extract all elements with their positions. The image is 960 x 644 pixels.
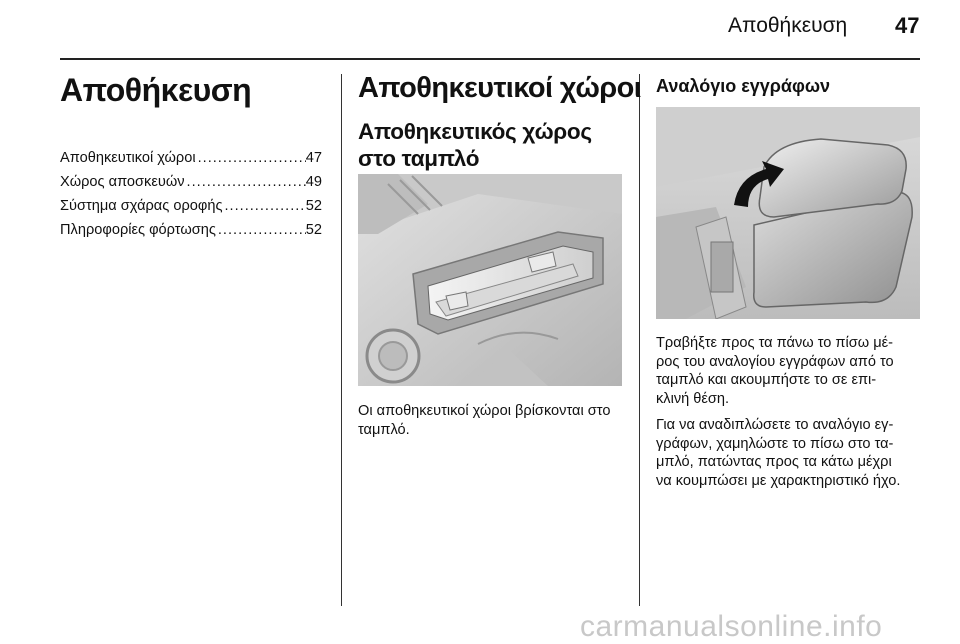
- instruction-paragraph: Για να αναδιπλώσετε το αναλόγιο εγ- γράφων, χαμηλώστε το πίσω στο τα- μπλό, πατώντας προς τα κάτω μέχρι να κουμπώσει με χαρακτηριστικό ήχο.: [656, 417, 901, 489]
- toc-entry-page: 52: [305, 198, 322, 214]
- toc-leader-dots: [196, 150, 306, 166]
- chapter-title: Αποθήκευση: [60, 72, 252, 108]
- glovebox-description: Οι αποθηκευτικοί χώροι βρίσκονται στο ταμπλό.: [358, 403, 611, 438]
- toc-entry-label: Αποθηκευτικοί χώροι: [60, 150, 196, 166]
- toc-entry-page: 47: [305, 150, 322, 166]
- document-holder-photo: [656, 107, 920, 319]
- toc-entry[interactable]: [60, 150, 322, 174]
- toc-entry-page: 49: [305, 174, 322, 190]
- toc-entry[interactable]: [60, 198, 322, 222]
- toc-entry[interactable]: [60, 174, 322, 198]
- toc-entry[interactable]: [60, 222, 322, 246]
- document-holder-title: Αναλόγιο εγγράφων: [656, 76, 831, 96]
- column-divider: [639, 74, 640, 606]
- page-number: 47: [895, 13, 920, 38]
- toc-leader-dots: [216, 222, 306, 238]
- toc-leader-dots: [222, 198, 305, 214]
- subsection-title: Αποθηκευτικός χώρος στο ταμπλό: [358, 119, 592, 171]
- toc-entry-label: Χώρος αποσκευών: [60, 174, 185, 190]
- instruction-paragraph: Τραβήξτε προς τα πάνω το πίσω μέ- ρος του αναλογίου εγγράφων από το ταμπλό και ακουμπήστε το σε επι- κλινή θέση.: [656, 335, 894, 407]
- header-rule: [60, 58, 920, 60]
- toc-entry-label: Πληροφορίες φόρτωσης: [60, 222, 216, 238]
- table-of-contents: [60, 150, 322, 246]
- watermark: carmanualsonline.info: [580, 610, 883, 643]
- column-divider: [341, 74, 342, 606]
- running-header-title: Αποθήκευση: [728, 14, 848, 37]
- toc-entry-page: 52: [305, 222, 322, 238]
- toc-entry-label: Σύστημα σχάρας οροφής: [60, 198, 223, 214]
- section-title: Αποθηκευτικοί χώροι: [358, 72, 642, 104]
- document-holder-instructions: [656, 334, 926, 498]
- toc-leader-dots: [185, 174, 306, 190]
- glovebox-photo: [358, 174, 622, 386]
